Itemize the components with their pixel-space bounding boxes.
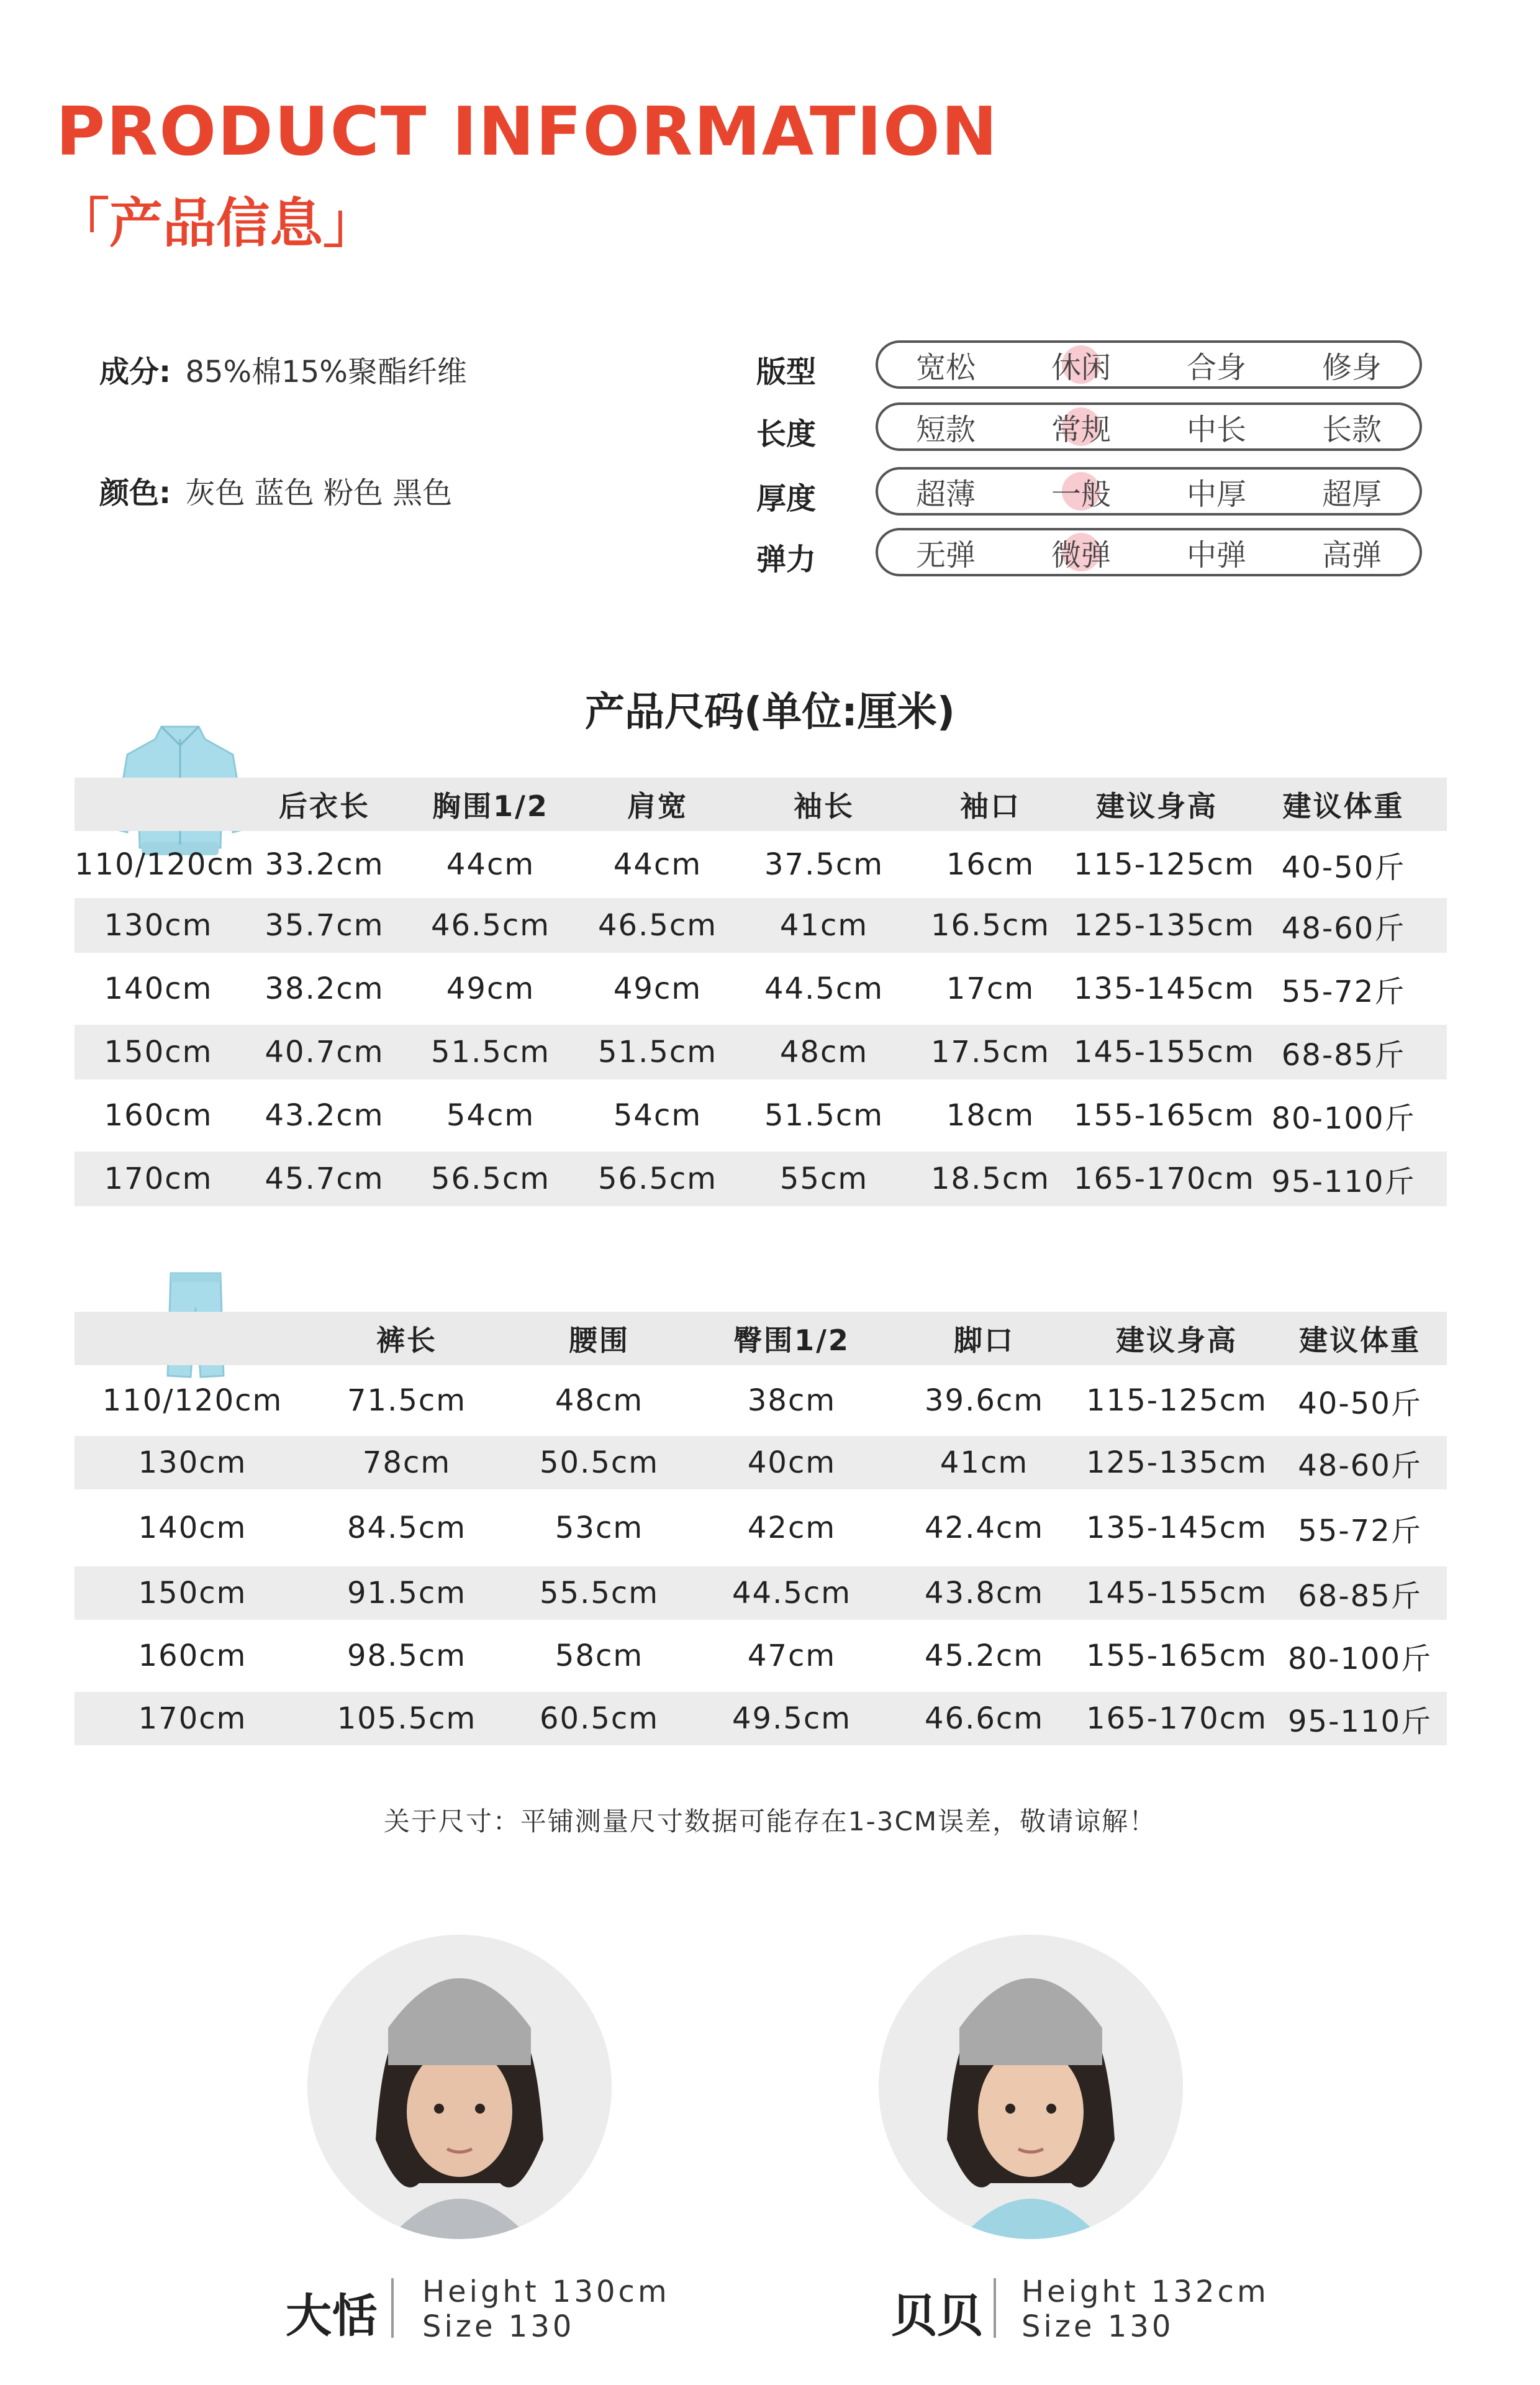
scale-option: 修身: [1321, 350, 1382, 385]
scale-option: 宽松: [915, 350, 976, 385]
table-row: [75, 1620, 1447, 1692]
table-cell: 160cm: [138, 1638, 247, 1673]
table-cell: 91.5cm: [346, 1576, 467, 1610]
table-header-cell: 建议身高: [1096, 789, 1218, 823]
table-row: [75, 898, 1447, 953]
table-header-cell: 脚口: [954, 1324, 1015, 1357]
scale-option: 休闲: [1013, 343, 1149, 386]
jacket-size-table: [75, 778, 1447, 1206]
model-size-1: Size 130: [422, 2309, 575, 2344]
table-cell: 35.7cm: [265, 908, 384, 943]
composition: [99, 348, 467, 391]
table-row: [75, 1489, 1447, 1566]
table-cell: 155-165cm: [1086, 1638, 1267, 1673]
table-cell: 54cm: [446, 1098, 535, 1133]
pants-size-table: [75, 1312, 1447, 1745]
table-cell: 44.5cm: [732, 1576, 852, 1610]
measurement-note: 关于尺寸：平铺测量尺寸数据可能存在1-3CM误差，敬请谅解！: [383, 1806, 1157, 1837]
table-row: [75, 1025, 1447, 1079]
title-english: PRODUCT INFORMATION: [56, 93, 999, 171]
table-header-row: [75, 778, 1447, 831]
table-header-cell: [75, 1312, 310, 1365]
table-header-cell: 腰围: [569, 1324, 630, 1357]
table-cell: 165-170cm: [1074, 1161, 1255, 1196]
table-cell: 125-135cm: [1074, 908, 1255, 943]
model-divider-2: [994, 2278, 996, 2338]
table-cell: 47cm: [747, 1638, 836, 1673]
table-cell: 56.5cm: [430, 1161, 551, 1196]
table-row: [75, 1365, 1447, 1436]
table-cell: 38.2cm: [265, 971, 384, 1006]
table-cell: 55-72斤: [1298, 1513, 1422, 1548]
table-cell: 68-85斤: [1281, 1037, 1406, 1073]
table-cell: 37.5cm: [764, 847, 884, 882]
table-cell: 43.8cm: [924, 1576, 1044, 1610]
table-row: [75, 1079, 1447, 1152]
table-cell: 51.5cm: [764, 1098, 884, 1133]
table-cell: 80-100斤: [1271, 1101, 1416, 1136]
model-height-2: Height 132cm: [1021, 2274, 1269, 2309]
table-cell: 170cm: [104, 1161, 213, 1196]
table-cell: 48-60斤: [1298, 1448, 1422, 1483]
color: [99, 469, 452, 512]
table-cell: 44.5cm: [764, 971, 884, 1006]
table-cell: 49cm: [446, 971, 535, 1006]
table-cell: 135-145cm: [1074, 971, 1255, 1006]
scale-pill: [876, 528, 1422, 576]
scale-option: 短款: [915, 412, 976, 447]
composition-label: 成分:: [99, 355, 171, 389]
table-cell: 44cm: [446, 847, 535, 882]
table-cell: 48cm: [779, 1035, 869, 1070]
scale-label: 长度: [756, 417, 817, 452]
table-cell: 110/120cm: [75, 847, 255, 882]
table-cell: 130cm: [138, 1445, 247, 1480]
scale-label: 厚度: [756, 481, 817, 516]
model-photo-2: [879, 1935, 1183, 2239]
table-cell: 170cm: [138, 1701, 247, 1736]
table-cell: 48-60斤: [1281, 911, 1406, 946]
table-cell: 49cm: [613, 971, 702, 1006]
scale-option: 合身: [1186, 350, 1246, 385]
scale-option: 高弹: [1321, 537, 1382, 573]
table-cell: 40cm: [747, 1445, 836, 1480]
table-cell: 68-85斤: [1298, 1578, 1422, 1614]
table-header-cell: 肩宽: [627, 789, 688, 823]
scale-option: 无弹: [915, 537, 976, 573]
table-cell: 38cm: [747, 1383, 836, 1418]
table-header-cell: 裤长: [376, 1324, 437, 1357]
scale-option: 常规: [1013, 406, 1149, 448]
composition-value: 85%棉15%聚酯纤维: [185, 355, 467, 389]
table-row: [75, 831, 1447, 898]
table-cell: 130cm: [104, 908, 213, 943]
table-cell: 42cm: [747, 1510, 836, 1545]
table-cell: 46.6cm: [924, 1701, 1044, 1736]
table-cell: 18.5cm: [930, 1161, 1051, 1196]
scale-pill: [876, 340, 1422, 389]
table-cell: 71.5cm: [346, 1383, 467, 1418]
scale-option: 中弹: [1186, 537, 1246, 573]
table-row: [75, 1566, 1447, 1620]
table-cell: 43.2cm: [265, 1098, 384, 1133]
table-cell: 53cm: [555, 1510, 644, 1545]
table-header-cell: 袖长: [794, 789, 854, 823]
table-row: [75, 1152, 1447, 1206]
table-cell: 48cm: [555, 1383, 644, 1418]
model-name-1: 大恬: [286, 2289, 378, 2343]
model-size-2: Size 130: [1021, 2309, 1174, 2344]
table-header-cell: [75, 778, 242, 831]
model-name-2: 贝贝: [891, 2289, 983, 2343]
table-cell: 145-155cm: [1074, 1035, 1255, 1070]
table-cell: 80-100斤: [1287, 1641, 1433, 1676]
table-row: [75, 1692, 1447, 1745]
table-cell: 17cm: [946, 971, 1035, 1006]
table-cell: 16cm: [946, 847, 1035, 882]
table-cell: 135-145cm: [1086, 1510, 1267, 1545]
table-cell: 41cm: [940, 1445, 1029, 1480]
table-cell: 45.2cm: [924, 1638, 1044, 1673]
table-cell: 40-50斤: [1298, 1386, 1422, 1421]
scale-option: 超厚: [1321, 476, 1382, 512]
table-cell: 150cm: [104, 1035, 213, 1070]
table-header-cell: 胸围1/2: [432, 789, 549, 823]
table-cell: 50.5cm: [539, 1445, 659, 1480]
table-cell: 55-72斤: [1281, 974, 1406, 1009]
table-cell: 16.5cm: [930, 908, 1051, 943]
table-cell: 110/120cm: [102, 1383, 283, 1418]
scale-option: 一般: [1013, 470, 1149, 513]
table-cell: 84.5cm: [346, 1510, 467, 1545]
table-cell: 49.5cm: [732, 1701, 852, 1736]
scale-option: 超薄: [915, 476, 976, 512]
table-cell: 140cm: [138, 1510, 247, 1545]
scale-pill: [876, 467, 1422, 516]
table-cell: 18cm: [946, 1098, 1035, 1133]
model-info-1: [422, 2274, 670, 2344]
table-cell: 51.5cm: [597, 1035, 718, 1070]
scale-label: 版型: [756, 355, 817, 389]
table-cell: 54cm: [613, 1098, 702, 1133]
table-cell: 115-125cm: [1074, 847, 1255, 882]
model-height-1: Height 130cm: [422, 2274, 670, 2309]
table-cell: 60.5cm: [539, 1701, 659, 1736]
color-label: 颜色:: [99, 476, 171, 511]
table-cell: 41cm: [779, 908, 869, 943]
table-cell: 58cm: [555, 1638, 644, 1673]
table-cell: 105.5cm: [337, 1701, 477, 1736]
table-cell: 56.5cm: [597, 1161, 718, 1196]
table-cell: 46.5cm: [430, 908, 551, 943]
table-cell: 33.2cm: [265, 847, 384, 882]
scale-label: 弹力: [756, 542, 817, 577]
model-photo-1: [307, 1935, 612, 2239]
table-header-cell: 建议身高: [1116, 1324, 1238, 1357]
model-info-2: [1021, 2274, 1269, 2344]
table-header-cell: 袖口: [960, 789, 1021, 823]
table-header-cell: 建议体重: [1299, 1324, 1421, 1357]
table-cell: 55.5cm: [539, 1576, 659, 1610]
model-divider-1: [391, 2278, 394, 2338]
title-chinese: 「产品信息」: [56, 193, 376, 255]
table-cell: 155-165cm: [1074, 1098, 1255, 1133]
table-header-cell: 臀围1/2: [733, 1324, 850, 1357]
scale-option: 中厚: [1186, 476, 1246, 512]
table-cell: 98.5cm: [346, 1638, 467, 1673]
table-cell: 45.7cm: [265, 1161, 384, 1196]
table-row: [75, 1436, 1447, 1489]
scale-option: 微弹: [1013, 531, 1149, 574]
table-cell: 17.5cm: [930, 1035, 1051, 1070]
color-value: 灰色 蓝色 粉色 黑色: [185, 476, 453, 511]
table-cell: 39.6cm: [924, 1383, 1044, 1418]
scale-pill: [876, 402, 1422, 451]
table-cell: 140cm: [104, 971, 213, 1006]
table-cell: 46.5cm: [597, 908, 718, 943]
scale-option: 长款: [1321, 412, 1382, 447]
table-cell: 145-155cm: [1086, 1576, 1267, 1610]
table-cell: 51.5cm: [430, 1035, 551, 1070]
table-cell: 125-135cm: [1086, 1445, 1267, 1480]
table-cell: 115-125cm: [1086, 1383, 1267, 1418]
table-cell: 150cm: [138, 1576, 247, 1610]
table-cell: 40-50斤: [1281, 850, 1406, 885]
table-row: [75, 953, 1447, 1025]
table-cell: 40.7cm: [265, 1035, 384, 1070]
size-section-title: 产品尺码(单位:厘米): [584, 689, 956, 735]
table-cell: 55cm: [779, 1161, 869, 1196]
table-header-cell: 建议体重: [1282, 789, 1405, 823]
table-header-row: [75, 1312, 1447, 1365]
table-header-cell: 后衣长: [279, 789, 370, 823]
scale-option: 中长: [1186, 412, 1246, 447]
table-cell: 95-110斤: [1271, 1164, 1416, 1199]
table-cell: 78cm: [362, 1445, 451, 1480]
table-cell: 160cm: [104, 1098, 213, 1133]
table-cell: 165-170cm: [1086, 1701, 1267, 1736]
table-cell: 95-110斤: [1287, 1704, 1433, 1739]
table-cell: 44cm: [613, 847, 702, 882]
table-cell: 42.4cm: [924, 1510, 1044, 1545]
